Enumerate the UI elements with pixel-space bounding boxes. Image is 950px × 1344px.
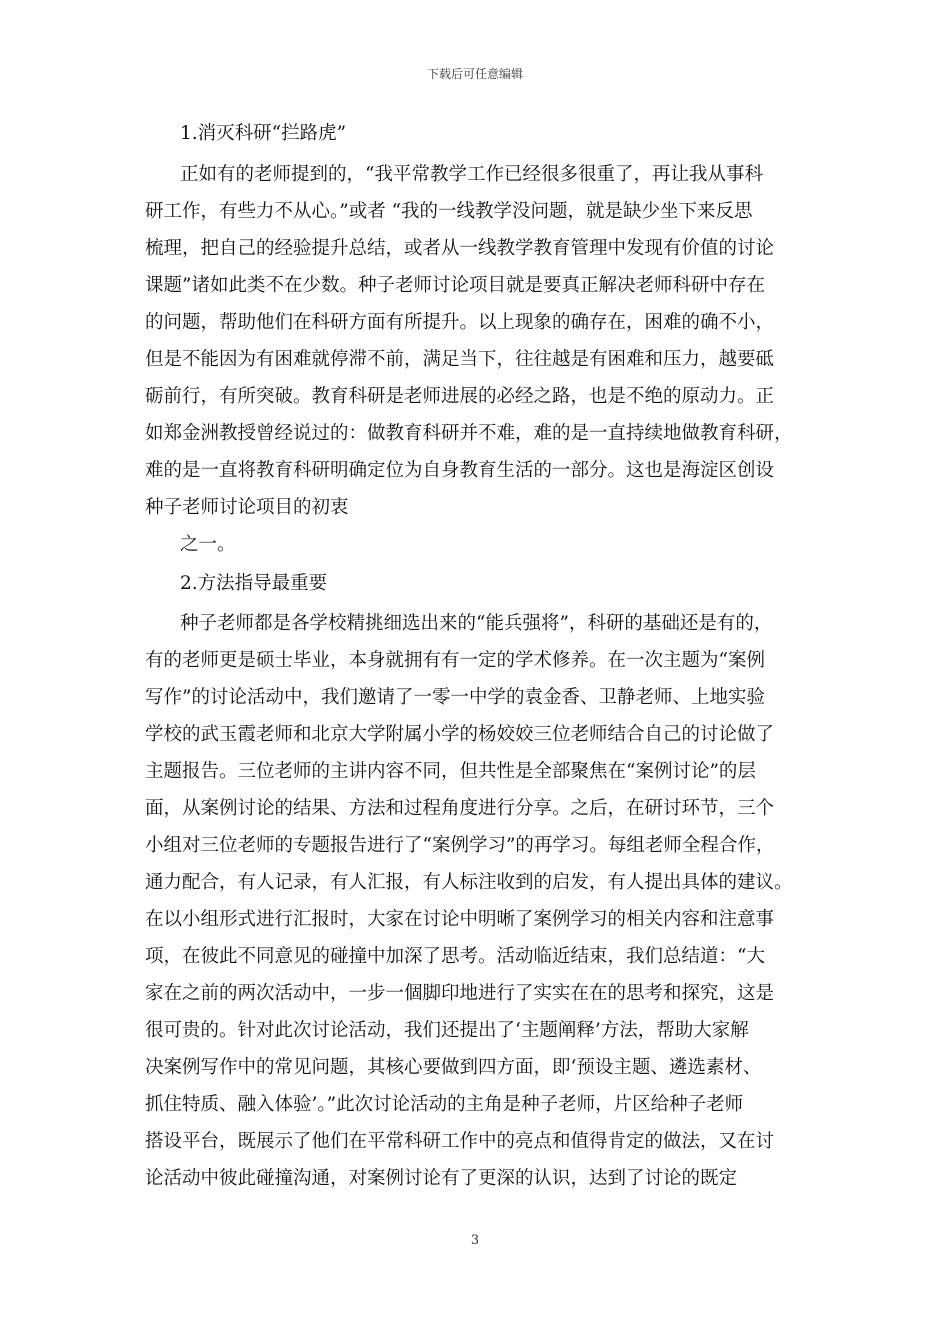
body-text-line: 但是不能因为有困难就停滞不前，满足当下，往往越是有困难和压力，越要砥 xyxy=(145,349,775,370)
body-text-line: 项，在彼此不同意见的碰撞中加深了思考。活动临近结束，我们总结道：“大 xyxy=(145,946,765,967)
body-text-line: 研工作，有些力不从心。”或者 “我的一线教学没问题，就是缺少坐下来反思 xyxy=(145,201,753,222)
body-text-line: 学校的武玉霞老师和北京大学附属小学的杨姣姣三位老师结合自己的讨论做了 xyxy=(145,724,775,745)
body-text-line: 通力配合，有人记录，有人汇报，有人标注收到的启发，有人提出具体的建议。 xyxy=(145,872,793,893)
body-text-line: 如郑金洲教授曾经说过的：做教育科研并不难，难的是一直持续地做教育科研， xyxy=(145,423,793,444)
body-text-line: 种子老师讨论项目的初衷 xyxy=(145,497,349,518)
page-header: 下载后可任意编辑 xyxy=(426,67,523,81)
body-text-line: 梳理，把自己的经验提升总结，或者从一线教学教育管理中发现有价值的讨论 xyxy=(145,238,775,259)
body-text-line: 搭设平台，既展示了他们在平常科研工作中的亮点和值得肯定的做法，又在讨 xyxy=(145,1131,775,1152)
body-text-line: 课题”诸如此类不在少数。种子老师讨论项目就是要真正解决老师科研中存在 xyxy=(145,275,765,296)
body-text-line: 1.消灭科研“拦路虎” xyxy=(180,123,347,144)
body-text-line: 有的老师更是硕士毕业，本身就拥有有一定的学术修养。在一次主题为“案例 xyxy=(145,650,765,671)
body-text-line: 小组对三位老师的专题报告进行了“案例学习”的再学习。每组老师全程合作， xyxy=(145,835,775,856)
body-text-line: 2.方法指导最重要 xyxy=(180,573,328,594)
body-text-line: 主题报告。三位老师的主讲内容不同，但共性是全部聚焦在“案例讨论”的层 xyxy=(145,761,756,782)
body-text-line: 很可贵的。针对此次讨论活动，我们还提出了‘主题阐释’方法，帮助大家解 xyxy=(145,1020,749,1041)
body-text-line: 论活动中彼此碰撞沟通，对案例讨论有了更深的认识，达到了讨论的既定 xyxy=(145,1168,738,1189)
body-text-line: 的问题，帮助他们在科研方面有所提升。以上现象的确存在，困难的确不小， xyxy=(145,312,775,333)
page-number: 3 xyxy=(470,1233,480,1248)
body-text-line: 写作”的讨论活动中，我们邀请了一零一中学的袁金香、卫静老师、上地实验 xyxy=(145,687,765,708)
body-text-line: 之一。 xyxy=(180,534,236,555)
body-text-line: 砺前行，有所突破。教育科研是老师进展的必经之路，也是不绝的原动力。正 xyxy=(145,386,775,407)
body-text-line: 家在之前的两次活动中，一步一個脚印地进行了实实在在的思考和探究，这是 xyxy=(145,983,775,1004)
body-text-line: 决案例写作中的常见问题，其核心要做到四方面，即‘预设主题、遴选素材、 xyxy=(145,1057,762,1078)
body-text-line: 抓住特质、融入体验’。”此次讨论活动的主角是种子老师，片区给种子老师 xyxy=(145,1094,744,1115)
body-text-line: 在以小组形式进行汇报时，大家在讨论中明晰了案例学习的相关内容和注意事 xyxy=(145,909,775,930)
body-text-line: 正如有的老师提到的，“我平常教学工作已经很多很重了，再让我从事科 xyxy=(180,164,763,185)
body-text-line: 种子老师都是各学校精挑细选出来的“能兵强将”，科研的基础还是有的， xyxy=(180,613,773,634)
body-text-line: 面，从案例讨论的结果、方法和过程角度进行分享。之后，在研讨环节，三个 xyxy=(145,798,775,819)
body-text-line: 难的是一直将教育科研明确定位为自身教育生活的一部分。这也是海淀区创设 xyxy=(145,460,775,481)
